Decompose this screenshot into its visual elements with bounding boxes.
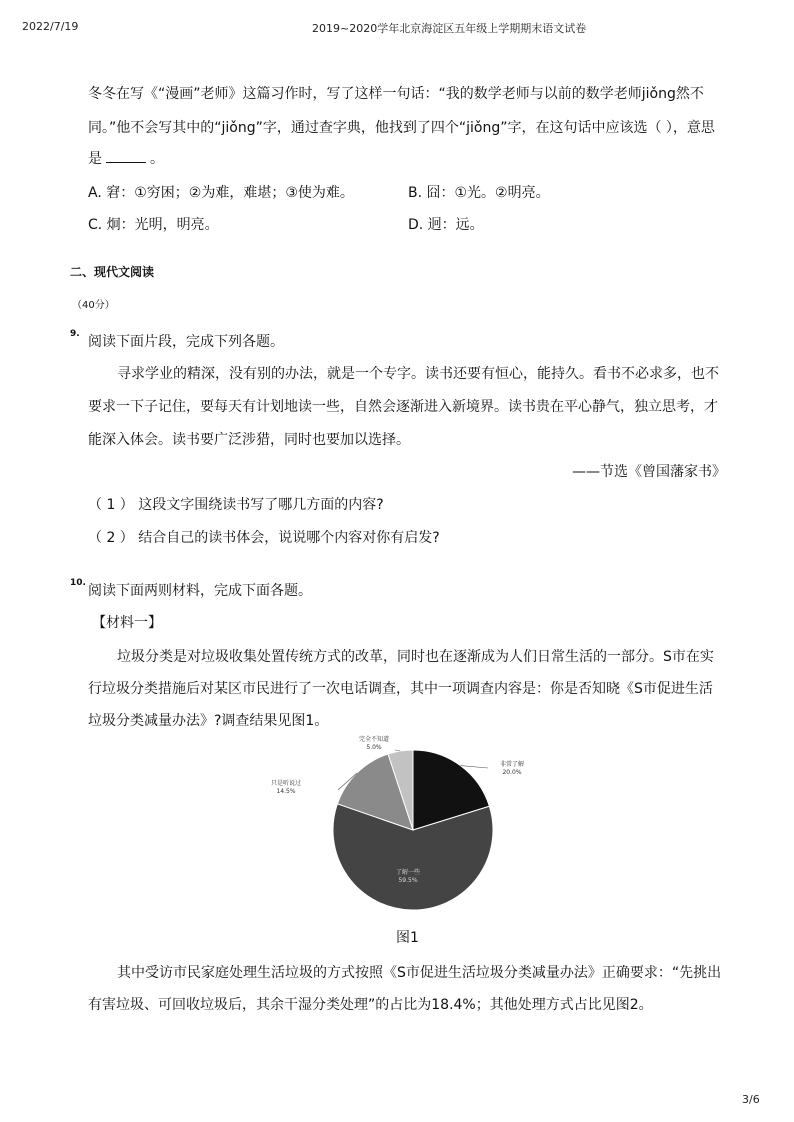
q8-option-d: D. 迥：远。 bbox=[408, 217, 484, 233]
slice-percent: 59.5% bbox=[398, 877, 418, 884]
section-title: 二、现代文阅读 bbox=[70, 265, 155, 279]
q10-material1: 【材料一】 bbox=[92, 615, 162, 631]
q10-number: 10. bbox=[70, 578, 86, 588]
page-number: 3/6 bbox=[742, 1093, 760, 1106]
leader-line bbox=[460, 766, 488, 768]
q8-line2: 同。”他不会写其中的“jiǒng”字，通过查字典，他找到了四个“jiǒng”字，在这句话中应该选（ ），意思 bbox=[88, 120, 715, 136]
q10-after1: 其中受访市民家庭处理生活垃圾的方式按照《S市促进生活垃圾分类减量办法》正确要求：“先挑出 bbox=[117, 965, 722, 981]
q9-para3: 能深入体会。读书要广泛涉猎，同时也要加以选择。 bbox=[88, 432, 410, 448]
slice-label: 完全不知道 bbox=[358, 736, 390, 743]
q8-option-c: C. 炯：光明，明亮。 bbox=[88, 217, 219, 233]
q9-source: ——节选《曾国藩家书》 bbox=[572, 464, 726, 480]
section-score: （40分） bbox=[72, 300, 115, 311]
q8-option-a: A. 窘：①穷困；②为难，难堪；③使为难。 bbox=[88, 185, 354, 201]
figure-caption: 图1 bbox=[396, 930, 419, 946]
header-date: 2022/7/19 bbox=[22, 20, 79, 33]
slice-label: 只是听说过 bbox=[270, 780, 302, 787]
q9-para1: 寻求学业的精深，没有别的办法，就是一个专字。读书还要有恒心，能持久。看书不必求多，也不 bbox=[117, 366, 719, 382]
slice-percent: 14.5% bbox=[276, 788, 296, 795]
q8-line3-post: 。 bbox=[150, 151, 164, 167]
header-title: 2019~2020学年北京海淀区五年级上学期期末语文试卷 bbox=[312, 22, 587, 35]
q9-prompt: 阅读下面片段，完成下列各题。 bbox=[88, 334, 284, 350]
slice-label: 非常了解 bbox=[499, 761, 525, 768]
q8-line3-pre: 是 bbox=[88, 151, 102, 167]
leader-line bbox=[395, 750, 400, 751]
q8-option-b: B. 囧：①光。②明亮。 bbox=[408, 185, 550, 201]
slice-label: 了解一些 bbox=[395, 869, 421, 876]
q9-para2: 要求一下子记住，要每天有计划地读一些，自然会逐渐进入新境界。读书贵在平心静气，独立思考，才 bbox=[88, 399, 718, 415]
slice-percent: 5.0% bbox=[366, 744, 382, 751]
q9-number: 9. bbox=[70, 329, 80, 339]
q10-after2: 有害垃圾、可回收垃圾后，其余干湿分类处理”的占比为18.4%；其他处理方式占比见图2。 bbox=[88, 997, 653, 1013]
q9-sub2: （ 2 ） 结合自己的读书体会，说说哪个内容对你有启发? bbox=[88, 530, 440, 546]
q8-line1: 冬冬在写《“漫画”老师》这篇习作时，写了这样一句话：“我的数学老师与以前的数学老师jiǒng然不 bbox=[88, 86, 704, 102]
q10-para1: 垃圾分类是对垃圾收集处置传统方式的改革，同时也在逐渐成为人们日常生活的一部分。S市在实 bbox=[117, 649, 714, 665]
q10-para2: 行垃圾分类措施后对某区市民进行了一次电话调查，其中一项调查内容是：你是否知晓《S市促进生活 bbox=[88, 681, 713, 697]
q10-para3: 垃圾分类减量办法》?调查结果见图1。 bbox=[88, 713, 329, 729]
slice-percent: 20.0% bbox=[502, 769, 522, 776]
q9-sub1: （ 1 ） 这段文字围绕读书写了哪几方面的内容? bbox=[88, 497, 384, 513]
q10-prompt: 阅读下面两则材料，完成下面各题。 bbox=[88, 583, 312, 599]
